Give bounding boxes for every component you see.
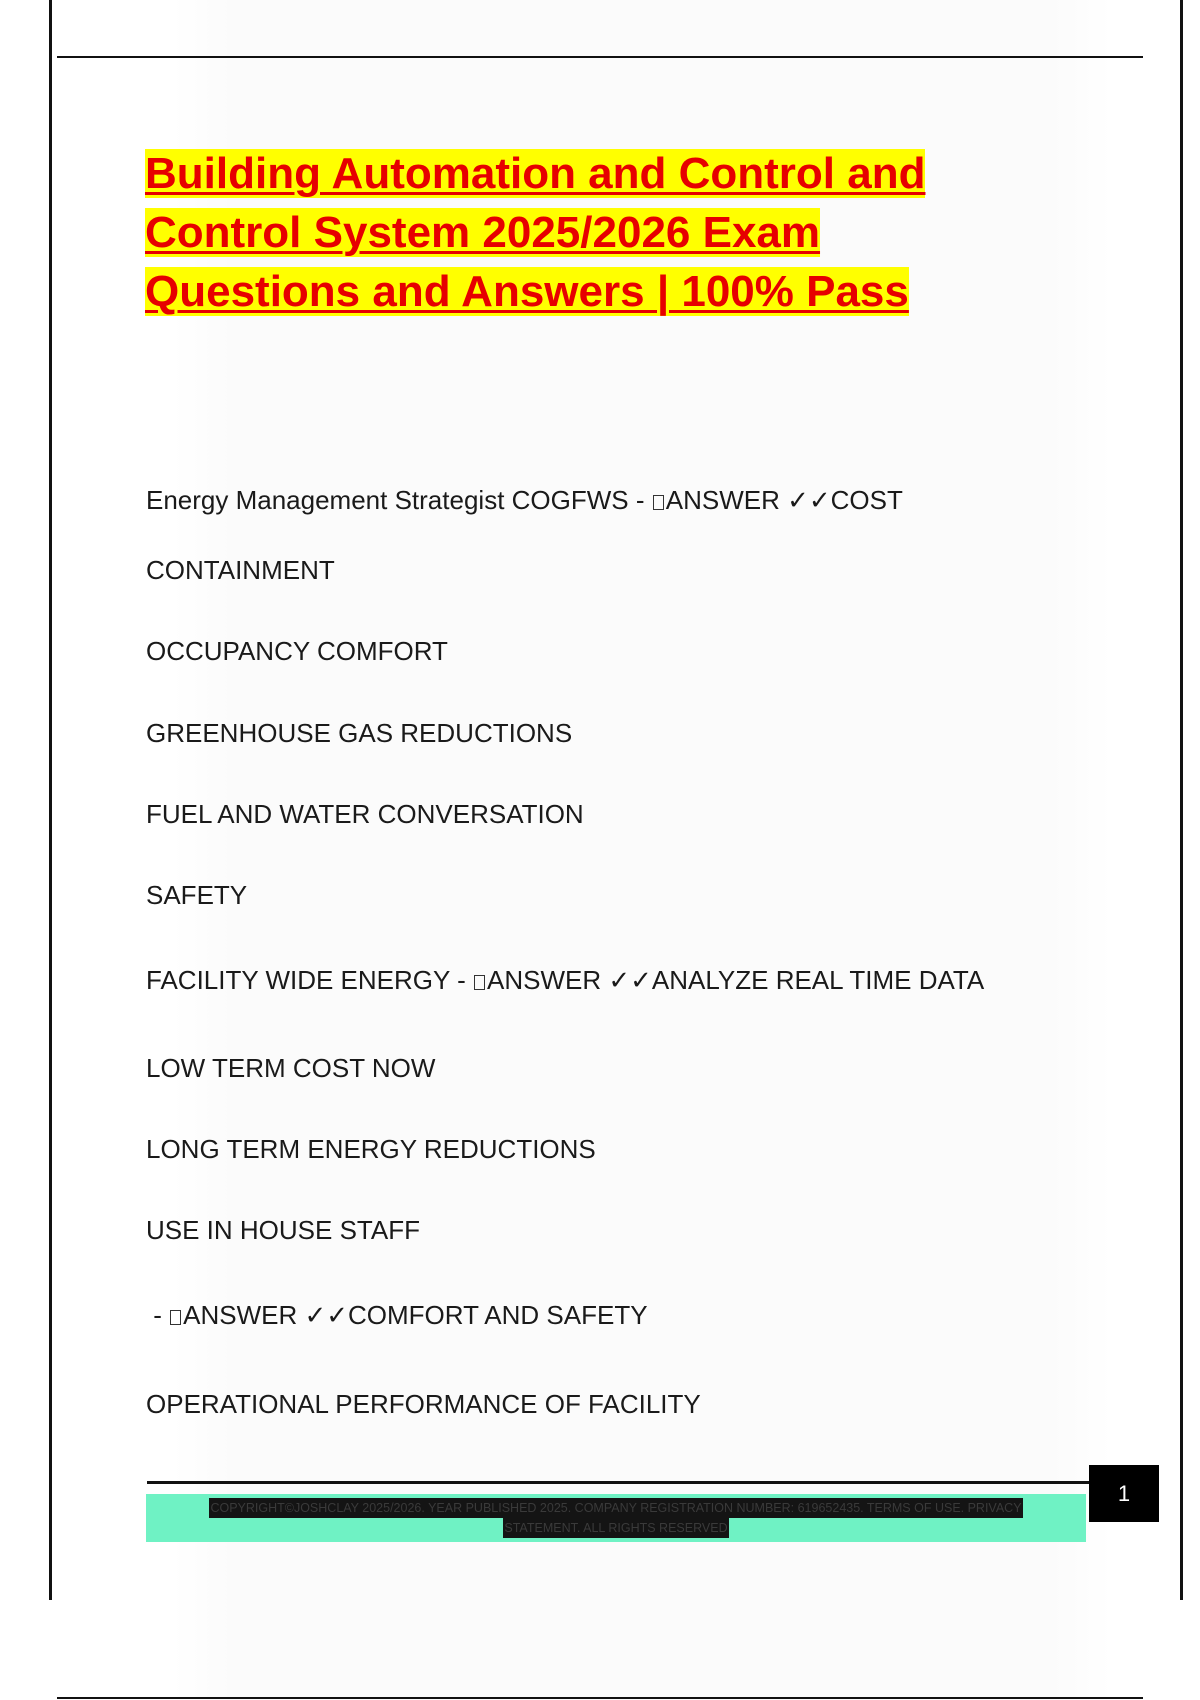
missing-glyph-icon bbox=[474, 975, 485, 990]
missing-glyph-icon bbox=[170, 1310, 181, 1325]
question-line: FACILITY WIDE ENERGY - ANSWER ✓✓ANALYZE REAL TIME DATA bbox=[146, 965, 985, 995]
answer-line: CONTAINMENT bbox=[146, 555, 335, 585]
copyright-footer bbox=[146, 1494, 1086, 1542]
page-border-right bbox=[1180, 0, 1183, 1600]
answer-line: LONG TERM ENERGY REDUCTIONS bbox=[146, 1134, 596, 1164]
answer-line: FUEL AND WATER CONVERSATION bbox=[146, 799, 584, 829]
title-line: Questions and Answers | 100% Pass bbox=[145, 267, 909, 316]
missing-glyph-icon bbox=[653, 495, 664, 510]
answer-line: OCCUPANCY COMFORT bbox=[146, 636, 448, 666]
question-line: - ANSWER ✓✓COMFORT AND SAFETY bbox=[146, 1300, 648, 1330]
answer-line: USE IN HOUSE STAFF bbox=[146, 1215, 420, 1245]
page-number-badge bbox=[1089, 1465, 1159, 1522]
answer-line: SAFETY bbox=[146, 880, 248, 910]
footer-rule bbox=[147, 1481, 1089, 1484]
copyright-line: STATEMENT. ALL RIGHTS RESERVED bbox=[503, 1518, 728, 1538]
page-border-left bbox=[49, 0, 52, 1600]
title-line: Building Automation and Control and bbox=[145, 149, 926, 198]
answer-line: OPERATIONAL PERFORMANCE OF FACILITY bbox=[146, 1389, 701, 1419]
answer-line: GREENHOUSE GAS REDUCTIONS bbox=[146, 718, 573, 748]
page-number: 1 bbox=[1117, 1480, 1131, 1506]
bottom-rule bbox=[57, 1697, 1143, 1699]
document-title bbox=[145, 144, 1045, 321]
copyright-line: COPYRIGHT©JOSHCLAY 2025/2026. YEAR PUBLISHED 2025. COMPANY REGISTRATION NUMBER: 619652435. TERMS OF USE. PRIVACY bbox=[209, 1498, 1022, 1518]
answer-line: LOW TERM COST NOW bbox=[146, 1053, 436, 1083]
top-rule bbox=[57, 56, 1143, 58]
title-line: Control System 2025/2026 Exam bbox=[145, 208, 821, 257]
question-line: Energy Management Strategist COGFWS - ANSWER ✓✓COST bbox=[146, 485, 903, 515]
